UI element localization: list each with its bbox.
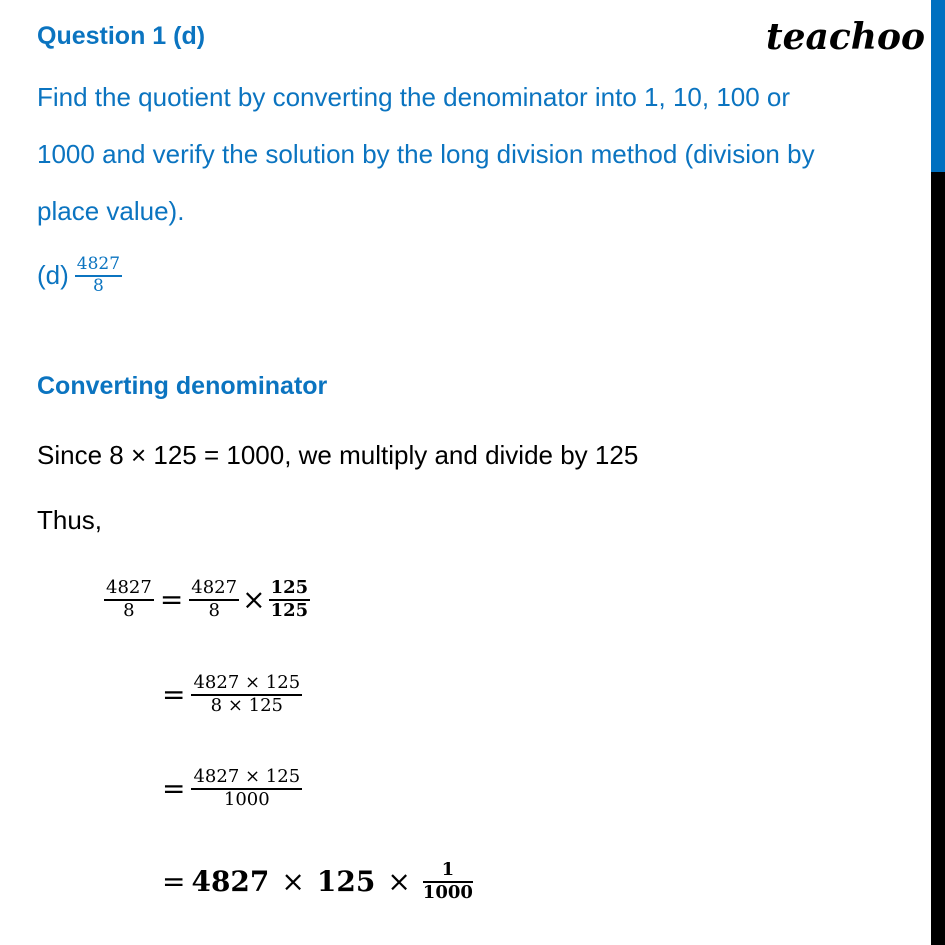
question-part <box>37 255 122 296</box>
question-title: Question 1 (d) <box>37 22 206 50</box>
denominator: 125 <box>270 599 309 621</box>
times-sign: × <box>242 583 266 617</box>
fraction-bold <box>269 578 311 621</box>
section-title: Converting denominator <box>37 372 328 400</box>
numerator: 4827 × 125 <box>191 673 302 696</box>
math-step-1 <box>104 578 310 621</box>
math-step-2 <box>156 673 302 716</box>
fraction <box>191 767 302 810</box>
side-accent-bar-blue <box>931 0 945 172</box>
equals-sign: = <box>159 583 184 617</box>
teachoo-logo: teachoo <box>766 16 925 58</box>
part-fraction <box>75 255 122 296</box>
fraction <box>104 578 154 621</box>
equals-sign: = <box>162 678 186 712</box>
denominator: 8 × 125 <box>210 694 283 716</box>
part-label: (d) <box>37 260 69 291</box>
denominator: 1000 <box>223 788 270 810</box>
math-step-3 <box>156 767 302 810</box>
thus-label: Thus, <box>37 505 103 535</box>
fraction-denominator: 8 <box>93 275 104 296</box>
question-text-line-1: Find the quotient by converting the denominator into 1, 10, 100 or <box>37 82 791 112</box>
explanation-line: Since 8 × 125 = 1000, we multiply and divide by 125 <box>37 440 639 470</box>
fraction-numerator: 4827 <box>75 255 122 277</box>
math-step-4 <box>156 860 473 903</box>
equals-sign: = <box>162 772 186 806</box>
numerator: 1 <box>423 860 473 883</box>
denominator: 8 <box>208 599 220 621</box>
side-accent-bar-black <box>931 172 945 945</box>
fraction <box>189 578 239 621</box>
factor-125: 125 <box>316 865 376 899</box>
numerator: 4827 <box>189 578 239 601</box>
question-text-line-2: 1000 and verify the solution by the long division method (division by <box>37 139 815 169</box>
factor-4827: 4827 <box>191 865 270 899</box>
question-text-line-3: place value). <box>37 196 185 226</box>
numerator: 4827 × 125 <box>191 767 302 790</box>
numerator: 125 <box>269 578 311 601</box>
numerator: 4827 <box>104 578 154 601</box>
fraction-bold <box>423 860 473 903</box>
equals-sign: = <box>162 865 186 899</box>
times-sign: × <box>387 865 411 899</box>
denominator: 8 <box>123 599 135 621</box>
denominator: 1000 <box>422 881 473 903</box>
times-sign: × <box>281 865 305 899</box>
fraction <box>191 673 302 716</box>
